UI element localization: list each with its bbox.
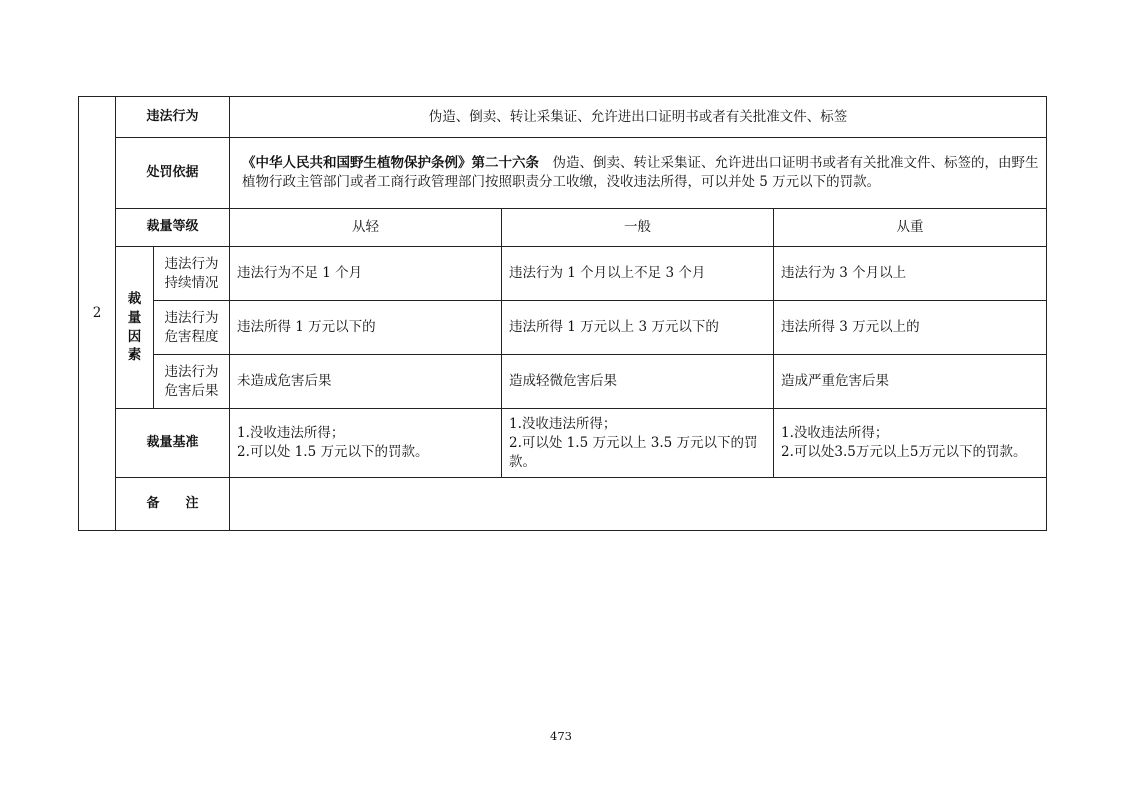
standard-lenient bbox=[230, 409, 502, 478]
factor-name-line: 危害程度 bbox=[164, 328, 219, 345]
factors-label-char: 裁 bbox=[127, 290, 142, 307]
standard-line: 1.没收违法所得； bbox=[781, 425, 889, 441]
level-general: 一般 bbox=[502, 209, 774, 247]
factor-harm-degree-general: 违法所得 1 万元以上 3 万元以下的 bbox=[502, 301, 774, 355]
factor-duration-lenient: 违法行为不足 1 个月 bbox=[230, 247, 502, 301]
levels-label: 裁量等级 bbox=[116, 209, 230, 247]
standard-row bbox=[79, 409, 1047, 478]
factor-name-harm-consequence bbox=[154, 355, 230, 409]
standard-line: 1.没收违法所得； bbox=[509, 415, 617, 432]
factors-label-char: 因 bbox=[127, 328, 142, 345]
factor-harm-consequence-severe: 造成严重危害后果 bbox=[774, 355, 1047, 409]
factor-harm-consequence-general: 造成轻微危害后果 bbox=[502, 355, 774, 409]
law-citation: 《中华人民共和国野生植物保护条例》第二十六条 bbox=[242, 155, 540, 172]
standard-severe bbox=[774, 409, 1047, 478]
factor-row-harm-degree bbox=[79, 301, 1047, 355]
factors-label-char: 量 bbox=[127, 309, 142, 326]
standard-general bbox=[502, 409, 774, 478]
factor-name-harm-degree bbox=[154, 301, 230, 355]
factor-name-line: 持续情况 bbox=[164, 274, 219, 291]
standard-line: 2.可以处3.5万元以上5万元以下的罚款。 bbox=[781, 444, 1027, 460]
factor-harm-degree-lenient: 违法所得 1 万元以下的 bbox=[230, 301, 502, 355]
factor-name-duration bbox=[154, 247, 230, 301]
violation-label: 违法行为 bbox=[116, 97, 230, 138]
factor-name-line: 违法行为 bbox=[164, 309, 219, 326]
remarks-label: 备注 bbox=[116, 478, 230, 531]
standard-line: 2.可以处 1.5 万元以上 3.5 万元以下的罚款。 bbox=[509, 434, 758, 470]
violation-text: 伪造、倒卖、转让采集证、允许进出口证明书或者有关批准文件、标签 bbox=[230, 97, 1047, 138]
standard-line: 2.可以处 1.5 万元以下的罚款。 bbox=[237, 444, 429, 460]
factor-name-line: 危害后果 bbox=[164, 382, 219, 399]
levels-row bbox=[79, 209, 1047, 247]
factors-label bbox=[116, 247, 154, 409]
factor-harm-degree-severe: 违法所得 3 万元以上的 bbox=[774, 301, 1047, 355]
remarks-row bbox=[79, 478, 1047, 531]
level-lenient: 从轻 bbox=[230, 209, 502, 247]
factors-label-char: 素 bbox=[127, 347, 142, 364]
factor-name-line: 违法行为 bbox=[164, 255, 219, 272]
row-number: 2 bbox=[92, 305, 102, 322]
basis-row bbox=[79, 138, 1047, 209]
factor-row-duration bbox=[79, 247, 1047, 301]
penalty-discretion-table bbox=[78, 96, 1047, 531]
factor-duration-severe: 违法行为 3 个月以上 bbox=[774, 247, 1047, 301]
factor-name-line: 违法行为 bbox=[164, 363, 219, 380]
factor-row-harm-consequence bbox=[79, 355, 1047, 409]
violation-row bbox=[79, 97, 1047, 138]
basis-text: 伪造、倒卖、转让采集证、允许进出口证明书或者有关批准文件、标签的，由野生植物行政主管部门或者工商行政管理部门按照职责分工收缴，没收违法所得，可以并处 5 万元以下的罚款。 bbox=[242, 155, 1039, 190]
basis-label: 处罚依据 bbox=[116, 138, 230, 209]
factor-duration-general: 违法行为 1 个月以上不足 3 个月 bbox=[502, 247, 774, 301]
standard-label: 裁量基准 bbox=[116, 409, 230, 478]
standard-line: 1.没收违法所得； bbox=[237, 425, 345, 441]
remarks-cell bbox=[230, 478, 1047, 531]
level-severe: 从重 bbox=[774, 209, 1047, 247]
factor-harm-consequence-lenient: 未造成危害后果 bbox=[230, 355, 502, 409]
basis-cell bbox=[230, 138, 1047, 209]
row-number-cell bbox=[79, 97, 116, 531]
page-number: 473 bbox=[550, 729, 572, 743]
